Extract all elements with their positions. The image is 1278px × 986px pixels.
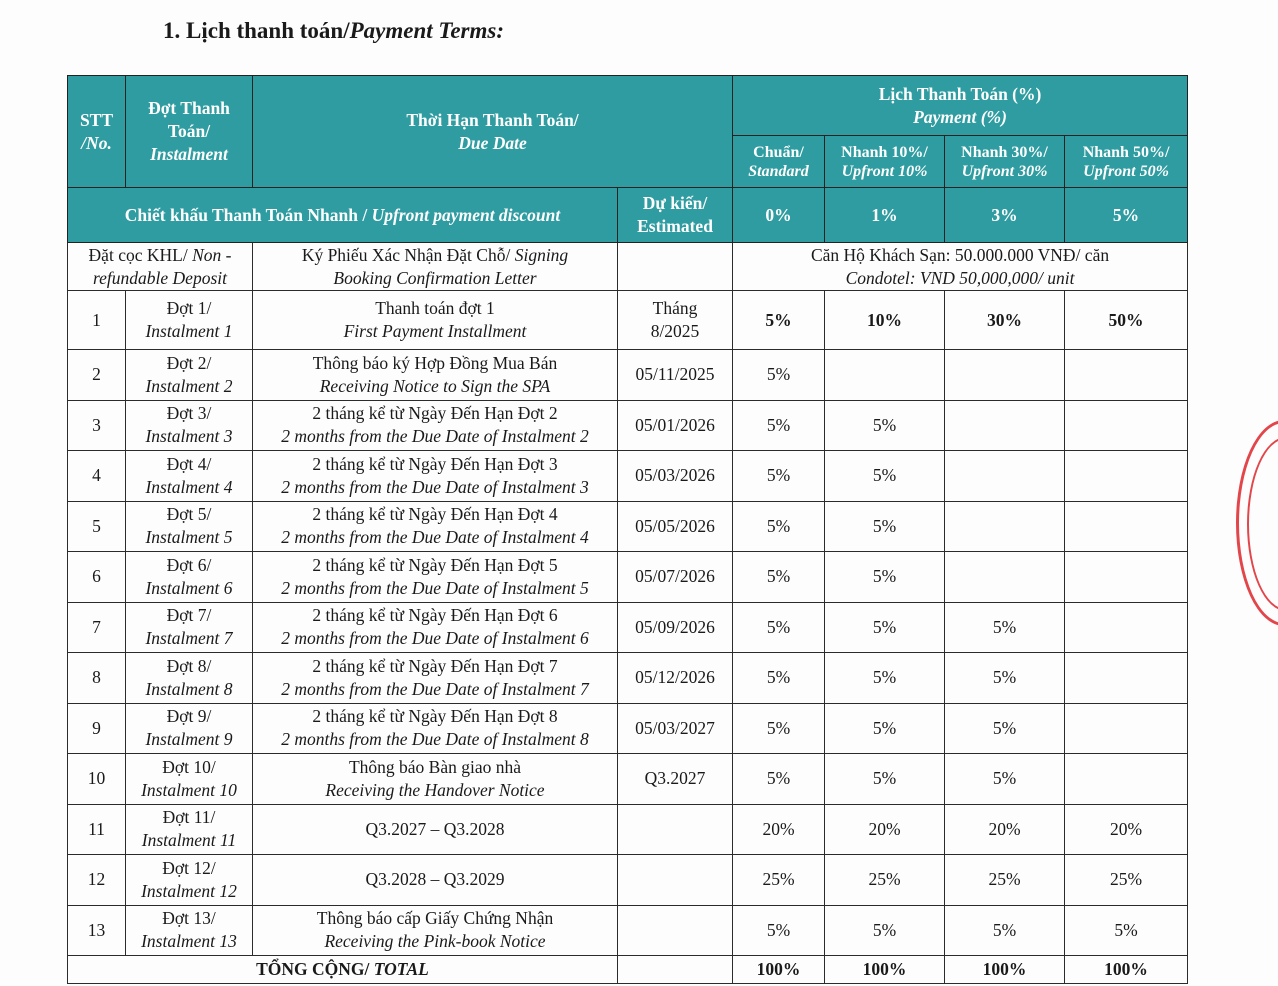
header-plan-upfront-50: Nhanh 50%/ Upfront 50%	[1065, 136, 1188, 188]
row-estimated-date	[618, 804, 733, 855]
row-instalment: Đợt 6/ Instalment 6	[126, 552, 253, 603]
row-pct-upfront-50	[1065, 501, 1188, 552]
row-pct-upfront-10: 5%	[825, 552, 945, 603]
row-estimated-date: 05/03/2026	[618, 451, 733, 502]
total-date	[618, 956, 733, 984]
row-due-description: Q3.2028 – Q3.2029	[253, 855, 618, 906]
company-seal-inner-ring	[1247, 437, 1278, 611]
row-pct-standard: 5%	[733, 754, 825, 805]
table-row	[68, 855, 1188, 906]
total-upfront-30: 100%	[945, 956, 1065, 984]
row-estimated-date	[618, 855, 733, 906]
row-pct-upfront-30: 5%	[945, 703, 1065, 754]
row-pct-upfront-30	[945, 451, 1065, 502]
row-pct-upfront-50: 50%	[1065, 291, 1188, 350]
row-estimated-date: 05/07/2026	[618, 552, 733, 603]
row-pct-standard: 25%	[733, 855, 825, 906]
header-discount-label: Chiết khấu Thanh Toán Nhanh / Upfront payment discount	[68, 188, 618, 243]
row-due-description: Q3.2027 – Q3.2028	[253, 804, 618, 855]
row-pct-standard: 5%	[733, 602, 825, 653]
row-due-description: 2 tháng kể từ Ngày Đến Hạn Đợt 7 2 months from the Due Date of Instalment 7	[253, 653, 618, 704]
row-instalment: Đợt 3/ Instalment 3	[126, 400, 253, 451]
header-plan-upfront-10: Nhanh 10%/ Upfront 10%	[825, 136, 945, 188]
row-pct-upfront-50	[1065, 350, 1188, 401]
discount-upfront-30: 3%	[945, 188, 1065, 243]
row-pct-upfront-10: 20%	[825, 804, 945, 855]
table-row	[68, 552, 1188, 603]
row-estimated-date: 05/09/2026	[618, 602, 733, 653]
total-upfront-10: 100%	[825, 956, 945, 984]
row-pct-upfront-50	[1065, 552, 1188, 603]
header-stt: STT /No.	[68, 76, 126, 188]
row-pct-standard: 5%	[733, 451, 825, 502]
row-estimated-date	[618, 905, 733, 956]
total-standard: 100%	[733, 956, 825, 984]
header-due-date: Thời Hạn Thanh Toán/ Due Date	[253, 76, 733, 188]
row-pct-upfront-50: 20%	[1065, 804, 1188, 855]
table-row	[68, 703, 1188, 754]
row-estimated-date: 05/05/2026	[618, 501, 733, 552]
deposit-label: Đặt cọc KHL/ Non - refundable Deposit	[68, 243, 253, 291]
table-row	[68, 451, 1188, 502]
row-pct-standard: 5%	[733, 291, 825, 350]
row-pct-upfront-30: 25%	[945, 855, 1065, 906]
row-instalment: Đợt 1/ Instalment 1	[126, 291, 253, 350]
company-seal-stamp	[1236, 420, 1278, 626]
row-instalment: Đợt 7/ Instalment 7	[126, 602, 253, 653]
row-due-description: 2 tháng kể từ Ngày Đến Hạn Đợt 8 2 months from the Due Date of Instalment 8	[253, 703, 618, 754]
row-pct-standard: 5%	[733, 653, 825, 704]
row-instalment: Đợt 10/ Instalment 10	[126, 754, 253, 805]
row-pct-standard: 5%	[733, 703, 825, 754]
table-row	[68, 291, 1188, 350]
row-pct-upfront-30: 5%	[945, 602, 1065, 653]
row-number: 6	[68, 552, 126, 603]
row-number: 4	[68, 451, 126, 502]
row-pct-standard: 5%	[733, 552, 825, 603]
discount-standard: 0%	[733, 188, 825, 243]
row-number: 9	[68, 703, 126, 754]
row-pct-upfront-50	[1065, 653, 1188, 704]
row-pct-upfront-30	[945, 501, 1065, 552]
row-pct-standard: 20%	[733, 804, 825, 855]
deposit-date	[618, 243, 733, 291]
row-instalment: Đợt 2/ Instalment 2	[126, 350, 253, 401]
row-due-description: 2 tháng kể từ Ngày Đến Hạn Đợt 2 2 months from the Due Date of Instalment 2	[253, 400, 618, 451]
row-pct-standard: 5%	[733, 350, 825, 401]
row-number: 5	[68, 501, 126, 552]
row-pct-upfront-10	[825, 350, 945, 401]
row-due-description: Thông báo cấp Giấy Chứng Nhận Receiving the Pink-book Notice	[253, 905, 618, 956]
header-plan-standard: Chuẩn/ Standard	[733, 136, 825, 188]
header-estimated: Dự kiến/ Estimated	[618, 188, 733, 243]
deposit-amount: Căn Hộ Khách Sạn: 50.000.000 VNĐ/ căn Condotel: VND 50,000,000/ unit	[733, 243, 1188, 291]
row-pct-standard: 5%	[733, 501, 825, 552]
row-pct-upfront-30: 30%	[945, 291, 1065, 350]
deposit-desc: Ký Phiếu Xác Nhận Đặt Chỗ/ Signing Booking Confirmation Letter	[253, 243, 618, 291]
row-pct-upfront-30	[945, 400, 1065, 451]
row-estimated-date: 05/03/2027	[618, 703, 733, 754]
table-row	[68, 804, 1188, 855]
row-pct-upfront-50: 25%	[1065, 855, 1188, 906]
row-due-description: Thông báo Bàn giao nhà Receiving the Handover Notice	[253, 754, 618, 805]
table-row	[68, 350, 1188, 401]
row-number: 10	[68, 754, 126, 805]
header-instalment: Đợt Thanh Toán/ Instalment	[126, 76, 253, 188]
row-pct-upfront-30	[945, 350, 1065, 401]
row-number: 2	[68, 350, 126, 401]
header-plan-upfront-30: Nhanh 30%/ Upfront 30%	[945, 136, 1065, 188]
table-row	[68, 754, 1188, 805]
row-pct-upfront-30	[945, 552, 1065, 603]
row-pct-upfront-10: 5%	[825, 602, 945, 653]
row-pct-upfront-30: 5%	[945, 905, 1065, 956]
row-pct-upfront-10: 5%	[825, 754, 945, 805]
row-pct-upfront-50	[1065, 754, 1188, 805]
row-pct-upfront-10: 5%	[825, 905, 945, 956]
row-pct-standard: 5%	[733, 400, 825, 451]
row-pct-upfront-30: 5%	[945, 754, 1065, 805]
row-instalment: Đợt 13/ Instalment 13	[126, 905, 253, 956]
row-due-description: Thông báo ký Hợp Đồng Mua Bán Receiving Notice to Sign the SPA	[253, 350, 618, 401]
row-pct-upfront-10: 5%	[825, 501, 945, 552]
row-estimated-date: 05/01/2026	[618, 400, 733, 451]
row-number: 11	[68, 804, 126, 855]
row-estimated-date: Q3.2027	[618, 754, 733, 805]
row-estimated-date: Tháng 8/2025	[618, 291, 733, 350]
row-instalment: Đợt 12/ Instalment 12	[126, 855, 253, 906]
payment-terms-table	[67, 75, 1188, 984]
discount-upfront-50: 5%	[1065, 188, 1188, 243]
row-due-description: Thanh toán đợt 1 First Payment Installment	[253, 291, 618, 350]
row-due-description: 2 tháng kể từ Ngày Đến Hạn Đợt 6 2 months from the Due Date of Instalment 6	[253, 602, 618, 653]
row-due-description: 2 tháng kể từ Ngày Đến Hạn Đợt 5 2 months from the Due Date of Instalment 5	[253, 552, 618, 603]
row-pct-upfront-10: 5%	[825, 703, 945, 754]
row-estimated-date: 05/11/2025	[618, 350, 733, 401]
row-pct-upfront-50	[1065, 602, 1188, 653]
row-instalment: Đợt 8/ Instalment 8	[126, 653, 253, 704]
table-row	[68, 602, 1188, 653]
total-label: TỔNG CỘNG/ TOTAL	[68, 956, 618, 984]
row-number: 3	[68, 400, 126, 451]
row-pct-upfront-10: 5%	[825, 451, 945, 502]
table-row	[68, 653, 1188, 704]
row-estimated-date: 05/12/2026	[618, 653, 733, 704]
row-pct-upfront-10: 10%	[825, 291, 945, 350]
total-upfront-50: 100%	[1065, 956, 1188, 984]
row-number: 12	[68, 855, 126, 906]
table-row	[68, 501, 1188, 552]
row-number: 1	[68, 291, 126, 350]
row-due-description: 2 tháng kể từ Ngày Đến Hạn Đợt 3 2 months from the Due Date of Instalment 3	[253, 451, 618, 502]
table-row	[68, 400, 1188, 451]
row-pct-upfront-10: 25%	[825, 855, 945, 906]
row-pct-upfront-50	[1065, 703, 1188, 754]
row-due-description: 2 tháng kể từ Ngày Đến Hạn Đợt 4 2 months from the Due Date of Instalment 4	[253, 501, 618, 552]
row-pct-upfront-10: 5%	[825, 400, 945, 451]
row-pct-upfront-10: 5%	[825, 653, 945, 704]
row-pct-standard: 5%	[733, 905, 825, 956]
row-pct-upfront-50	[1065, 400, 1188, 451]
table-row	[68, 905, 1188, 956]
row-instalment: Đợt 9/ Instalment 9	[126, 703, 253, 754]
discount-upfront-10: 1%	[825, 188, 945, 243]
deposit-row	[68, 243, 1188, 291]
row-pct-upfront-50: 5%	[1065, 905, 1188, 956]
row-pct-upfront-30: 20%	[945, 804, 1065, 855]
row-pct-upfront-50	[1065, 451, 1188, 502]
row-number: 8	[68, 653, 126, 704]
row-instalment: Đợt 11/ Instalment 11	[126, 804, 253, 855]
row-number: 13	[68, 905, 126, 956]
header-schedule: Lịch Thanh Toán (%) Payment (%)	[733, 76, 1188, 136]
section-title: 1. Lịch thanh toán/Payment Terms:	[163, 18, 504, 43]
row-pct-upfront-30: 5%	[945, 653, 1065, 704]
row-instalment: Đợt 4/ Instalment 4	[126, 451, 253, 502]
row-number: 7	[68, 602, 126, 653]
row-instalment: Đợt 5/ Instalment 5	[126, 501, 253, 552]
total-row	[68, 956, 1188, 984]
